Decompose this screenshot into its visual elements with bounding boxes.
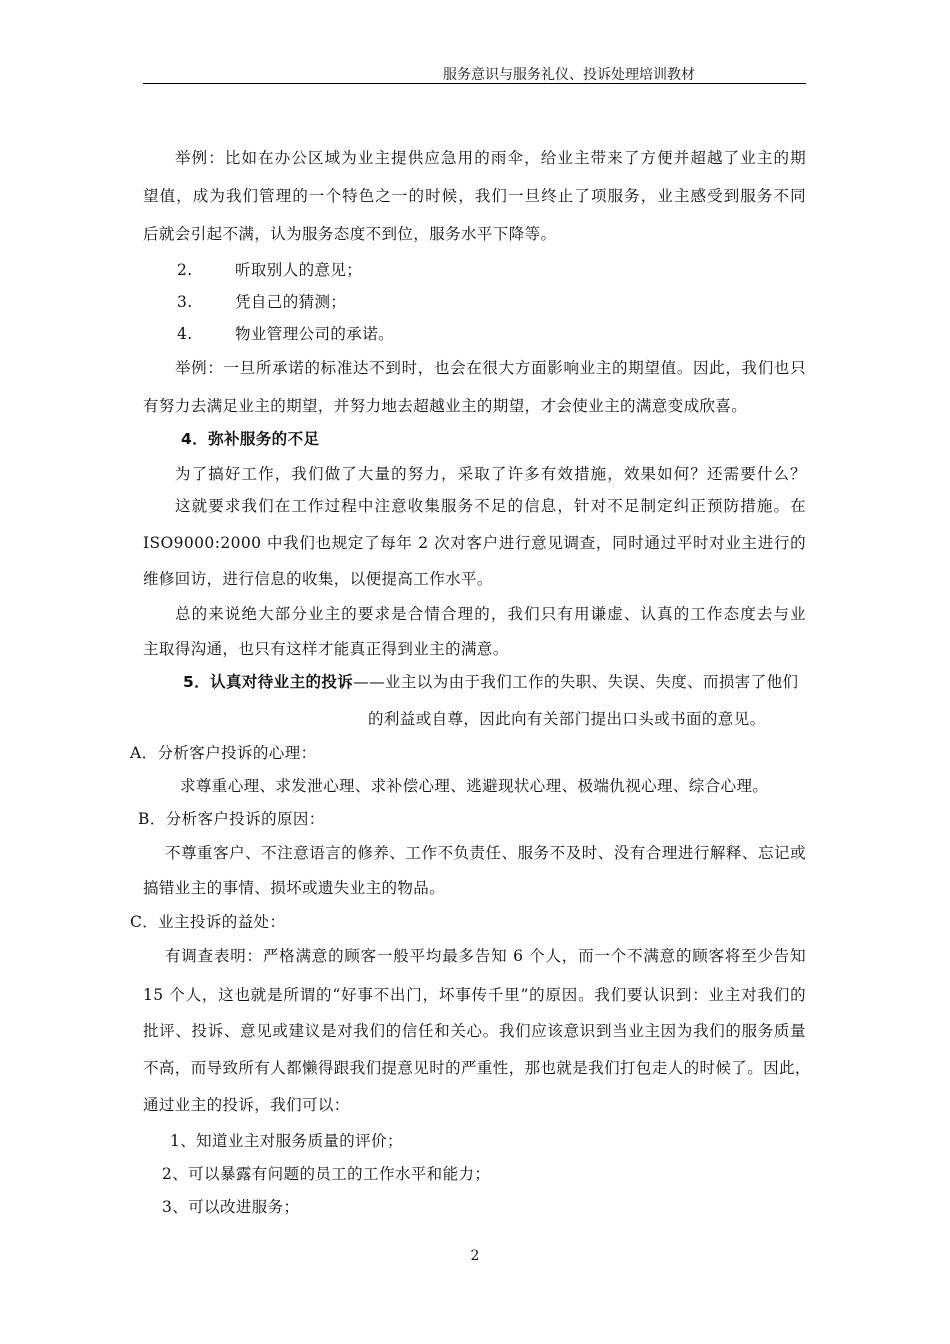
paragraph-line: 通过业主的投诉，我们可以： bbox=[143, 1096, 350, 1114]
paragraph-line: 有努力去满足业主的期望，并努力地去超越业主的期望，才会使业主的满意变成欣喜。 bbox=[143, 397, 748, 415]
list-item: 3、可以改进服务； bbox=[162, 1198, 300, 1216]
list-item bbox=[177, 290, 840, 312]
header-rule bbox=[143, 83, 806, 84]
section-5-text-cont: 的利益或自尊，因此向有关部门提出口头或书面的意见。 bbox=[368, 710, 766, 728]
section-heading: 4．弥补服务的不足 bbox=[181, 430, 320, 448]
paragraph-line: 主取得沟通，也只有这样才能真正得到业主的满意。 bbox=[143, 640, 509, 658]
sub-heading-b: B．分析客户投诉的原因： bbox=[138, 810, 325, 828]
running-header: 服务意识与服务礼仪、投诉处理培训教材 bbox=[443, 67, 695, 83]
sub-heading-a: A．分析客户投诉的心理： bbox=[130, 744, 317, 762]
paragraph-line: 15 个人，这也就是所谓的“好事不出门，坏事传千里”的原因。我们要认识到：业主对我们的 bbox=[143, 986, 806, 1004]
paragraph-line: 搞错业主的事情、损坏或遗失业主的物品。 bbox=[143, 879, 446, 897]
paragraph-line: 不尊重客户、不注意语言的修养、工作不负责任、服务不及时、没有合理进行解释、忘记或 bbox=[165, 844, 806, 862]
paragraph-line: ISO9000:2000 中我们也规定了每年 2 次对客户进行意见调查，同时通过平时对业主进行的 bbox=[143, 534, 806, 552]
list-item: 1、知道业主对服务质量的评价； bbox=[170, 1132, 403, 1150]
list-item bbox=[177, 258, 840, 280]
list-number: 2. bbox=[177, 261, 193, 279]
paragraph-line: 有调查表明：严格满意的顾客一般平均最多告知 6 个人，而一个不满意的顾客将至少告知 bbox=[165, 947, 806, 965]
paragraph-line: 为了搞好工作，我们做了大量的努力，采取了许多有效措施，效果如何？还需要什么？ bbox=[175, 465, 806, 483]
paragraph-line: 举例：比如在办公区域为业主提供应急用的雨伞，给业主带来了方便并超越了业主的期 bbox=[175, 149, 806, 167]
paragraph-line: 这就要求我们在工作过程中注意收集服务不足的信息，针对不足制定纠正预防措施。在 bbox=[175, 497, 806, 515]
list-number: 4. bbox=[177, 325, 193, 343]
list-item: 2、可以暴露有问题的员工的工作水平和能力； bbox=[162, 1165, 491, 1183]
paragraph-line: 举例：一旦所承诺的标准达不到时，也会在很大方面影响业主的期望值。因此，我们也只 bbox=[175, 359, 806, 377]
paragraph-line: 批评、投诉、意见或建议是对我们的信任和关心。我们应该意识到当业主因为我们的服务质量 bbox=[143, 1022, 806, 1040]
paragraph-line: 后就会引起不满，认为服务态度不到位，服务水平下降等。 bbox=[143, 225, 557, 243]
paragraph-line: 不高，而导致所有人都懒得跟我们提意见时的严重性，那也就是我们打包走人的时候了。因此， bbox=[143, 1059, 811, 1077]
section-5-line bbox=[183, 670, 806, 692]
section-heading: 5．认真对待业主的投诉 bbox=[183, 673, 354, 691]
sub-body-a: 求尊重心理、求发泄心理、求补偿心理、逃避现状心理、极端仇视心理、综合心理。 bbox=[180, 777, 769, 795]
page-number: 2 bbox=[470, 1248, 480, 1264]
sub-heading-c: C．业主投诉的益处： bbox=[130, 913, 286, 931]
list-number: 3. bbox=[177, 293, 193, 311]
paragraph-line: 总的来说绝大部分业主的要求是合情合理的，我们只有用谦虚、认真的工作态度去与业 bbox=[175, 605, 806, 623]
section-5-text: ——业主以为由于我们工作的失职、失误、失度、而损害了他们 bbox=[353, 673, 799, 691]
list-text: 听取别人的意见； bbox=[235, 261, 363, 279]
list-text: 物业管理公司的承诺。 bbox=[235, 325, 395, 343]
paragraph-line: 维修回访，进行信息的收集，以便提高工作水平。 bbox=[143, 570, 493, 588]
list-item bbox=[177, 322, 840, 344]
paragraph-line: 望值，成为我们管理的一个特色之一的时候，我们一旦终止了项服务，业主感受到服务不同 bbox=[143, 187, 806, 205]
list-text: 凭自己的猜测； bbox=[235, 293, 347, 311]
